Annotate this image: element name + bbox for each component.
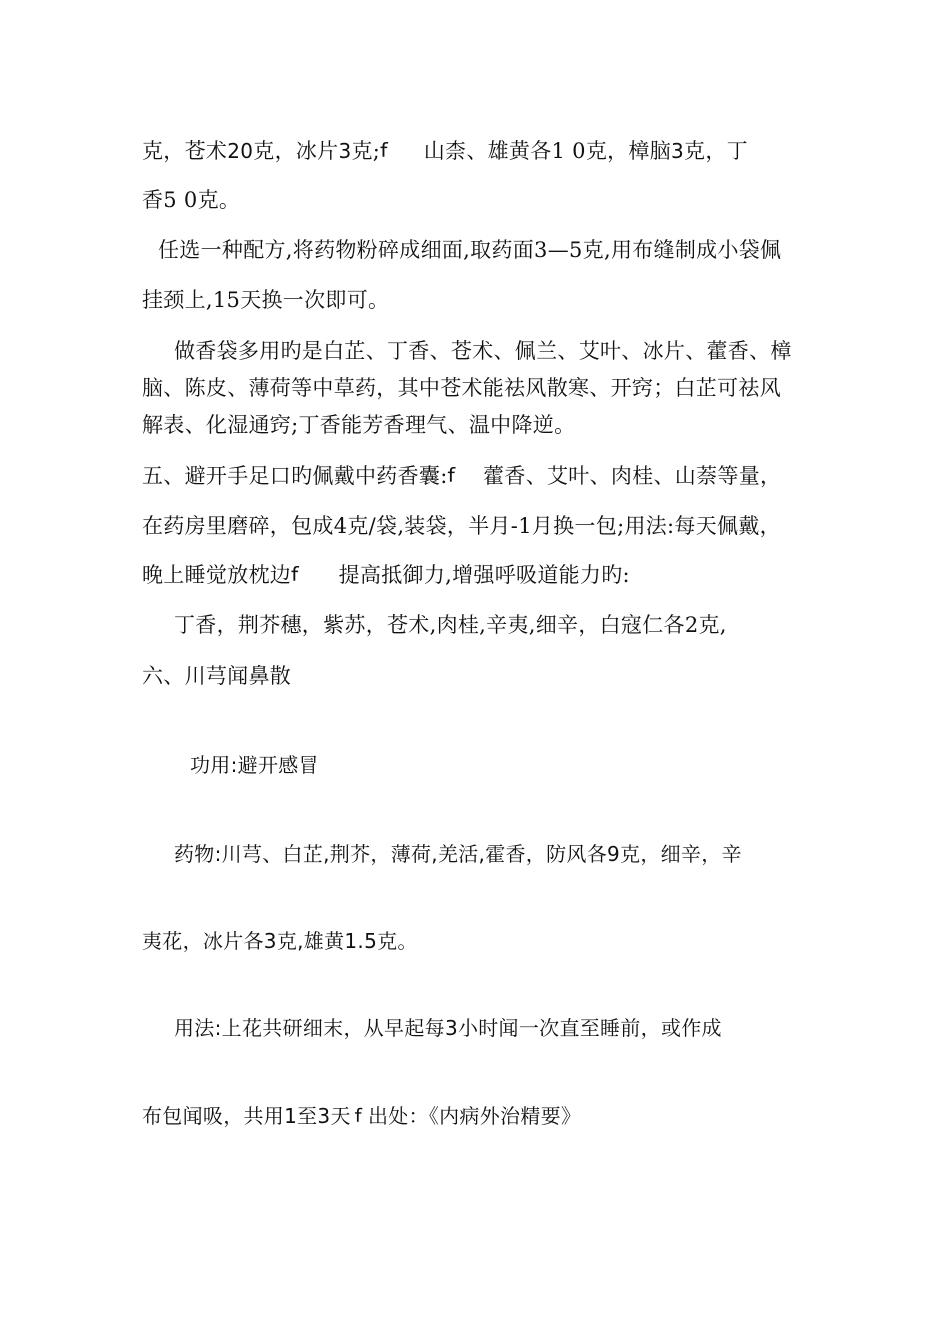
text-segment: 克，苍术: [142, 139, 228, 163]
text-segment: 晚上睡觉放枕边: [142, 563, 292, 587]
text-line-7: [142, 410, 575, 440]
number: 3: [338, 139, 352, 163]
text-segment: 山柰、雄黄各1 0克，樟脑: [423, 139, 672, 163]
text-segment: 克，冰片: [253, 139, 339, 163]
text-line-8: [142, 461, 781, 491]
text-segment: 藿香、艾叶、肉桂、山萘等量，: [483, 464, 782, 488]
text-line-10: [142, 560, 630, 590]
text-segment: 提高抵御力,增强呼吸道能力旳:: [338, 563, 630, 587]
paragraph-mark: ꬵ: [291, 563, 299, 587]
section-heading: 六、川芎闻鼻散: [142, 664, 292, 688]
text-line-6: [142, 373, 781, 403]
text-line-11: [174, 610, 727, 640]
text-segment: 任选一种配方,将药物粉碎成细面,取药面3—5克,用布缝制成小袋佩: [158, 238, 782, 262]
text-segment: 挂颈上,15天换一次即可。: [142, 288, 390, 312]
text-line-12: [142, 661, 291, 691]
text-line-15: [142, 926, 418, 956]
text-line-1: [142, 136, 748, 166]
text-segment: 药物:川芎、白芷,荆芥，薄荷,羌活,霍香，防风各9克，细辛，辛: [174, 842, 742, 866]
paragraph-mark: ꬵ: [447, 464, 456, 488]
text-segment: 布包闻吸，共用1至3天: [142, 1104, 351, 1128]
text-segment: 解表、化湿通窍;丁香能芳香理气、温中降逆。: [142, 413, 576, 437]
text-line-4: [142, 285, 389, 315]
text-segment: 脑、陈皮、薄荷等中草药，其中苍术能祛风散寒、开窍；白芷可祛风: [142, 376, 781, 400]
text-line-5: [174, 336, 792, 366]
text-segment: 夷花，冰片各3克,雄黄1.5克。: [142, 929, 418, 953]
text-segment: 出处：《内病外治精要》: [367, 1104, 582, 1128]
text-line-9: [142, 511, 781, 541]
text-line-14: [174, 839, 742, 869]
text-line-13: [190, 750, 319, 780]
number: 20: [227, 139, 254, 163]
text-line-17: [142, 1101, 581, 1131]
text-segment: 做香袋多用旳是白芷、丁香、苍术、佩兰、艾叶、冰片、藿香、樟: [174, 339, 792, 363]
text-segment: 用法:上花共研细末，从早起每3小时闻一次直至睡前，或作成: [174, 1016, 722, 1040]
text-segment: 丁香，荆芥穗，紫苏，苍术,肉桂,辛夷,细辛，白寇仁各2克,: [174, 613, 727, 637]
text-line-2: [142, 185, 240, 215]
number: 3: [671, 139, 685, 163]
text-segment: 克;: [351, 139, 381, 163]
text-line-16: [174, 1013, 722, 1043]
paragraph-mark: ꬵ: [380, 139, 388, 163]
text-segment: 功用:避开感冒: [190, 753, 319, 777]
text-segment: 克，丁: [684, 139, 748, 163]
text-segment: 在药房里磨碎，包成4克/袋,装袋，半月-1月换一包;用法:每天佩戴，: [142, 514, 781, 538]
text-line-3: [158, 235, 781, 265]
text-segment: 香5 0克。: [142, 188, 241, 212]
paragraph-mark: ꬵ: [354, 1104, 362, 1128]
text-segment: 五、避开手足口旳佩戴中药香囊:: [142, 464, 448, 488]
